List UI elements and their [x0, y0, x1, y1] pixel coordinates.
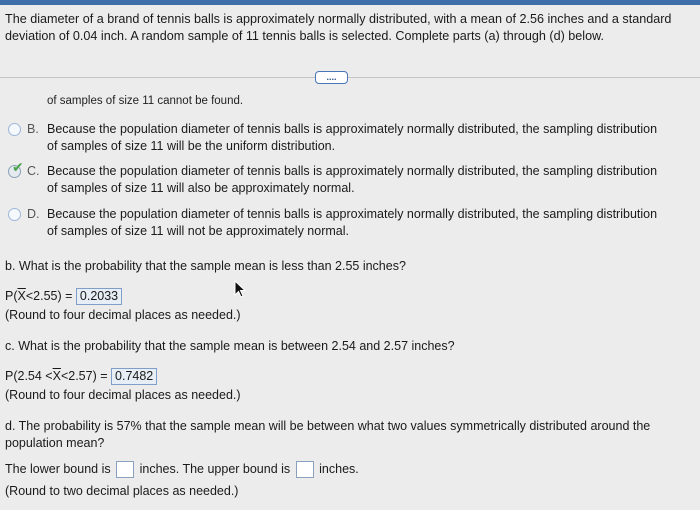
option-c-letter: C.: [27, 164, 40, 178]
section-divider: [0, 77, 700, 78]
part-c-expression: [5, 368, 157, 385]
part-b-expr-prefix: P(: [5, 289, 18, 303]
upper-bound-label: inches. The upper bound is: [139, 462, 291, 476]
option-b-letter: B.: [27, 122, 39, 136]
part-d-question-line-1: d. The probability is 57% that the sample mean will be between what two values symmetrically distributed around the: [5, 419, 651, 433]
option-d-radio[interactable]: [8, 208, 21, 221]
part-c-note: (Round to four decimal places as needed.): [5, 388, 241, 402]
option-d-line-1: Because the population diameter of tennis balls is approximately normally distributed, the sampling distribution: [47, 207, 658, 221]
question-text: [5, 11, 695, 45]
part-c-expr-prefix: P(2.54 <: [5, 369, 53, 383]
question-line-2: deviation of 0.04 inch. A random sample of 11 tennis balls is selected. Complete parts (a) through (d) below.: [5, 29, 605, 43]
checkmark-icon: ✔: [12, 159, 24, 175]
top-accent-bar: [0, 0, 700, 5]
option-b-line-2: of samples of size 11 will be the uniform distribution.: [47, 139, 336, 153]
part-c-question: c. What is the probability that the sample mean is between 2.54 and 2.57 inches?: [5, 339, 455, 353]
upper-bound-input[interactable]: [296, 461, 314, 478]
part-c-expr-suffix: <2.57) =: [60, 369, 108, 383]
part-d-note: (Round to two decimal places as needed.): [5, 484, 239, 498]
part-d-question-line-2: population mean?: [5, 436, 105, 450]
option-a-text-fragment: of samples of size 11 cannot be found.: [47, 95, 244, 107]
part-d-question: [5, 418, 695, 452]
option-c-text: [47, 163, 695, 197]
mouse-pointer-icon: [234, 280, 248, 298]
part-b-question: b. What is the probability that the sample mean is less than 2.55 inches?: [5, 259, 406, 273]
expand-more-button[interactable]: ....: [315, 71, 348, 84]
upper-bound-unit: inches.: [319, 462, 359, 476]
lower-bound-label: The lower bound is: [5, 462, 111, 476]
part-b-expr-suffix: <2.55) =: [25, 289, 73, 303]
part-c-answer[interactable]: 0.7482: [111, 368, 157, 385]
option-d-line-2: of samples of size 11 will not be approximately normal.: [47, 224, 349, 238]
option-d-text: [47, 206, 695, 240]
question-line-1: The diameter of a brand of tennis balls is approximately normally distributed, with a mean of 2.56 inches and a standard: [5, 12, 672, 26]
part-d-answer-row: [5, 461, 359, 478]
lower-bound-input[interactable]: [116, 461, 134, 478]
part-b-xbar: $\overline{X}$: [17, 289, 26, 303]
part-b-answer[interactable]: 0.2033: [76, 288, 122, 305]
option-b-radio[interactable]: [8, 123, 21, 136]
part-b-expression: [5, 288, 122, 305]
option-c-line-1: Because the population diameter of tennis balls is approximately normally distributed, the sampling distribution: [47, 164, 658, 178]
part-b-note: (Round to four decimal places as needed.): [5, 308, 241, 322]
option-b-text: [47, 121, 695, 155]
option-b-line-1: Because the population diameter of tennis balls is approximately normally distributed, the sampling distribution: [47, 122, 658, 136]
option-d-letter: D.: [27, 207, 40, 221]
part-c-xbar: $\overline{X}$: [52, 369, 61, 383]
option-c-line-2: of samples of size 11 will also be approximately normal.: [47, 181, 355, 195]
